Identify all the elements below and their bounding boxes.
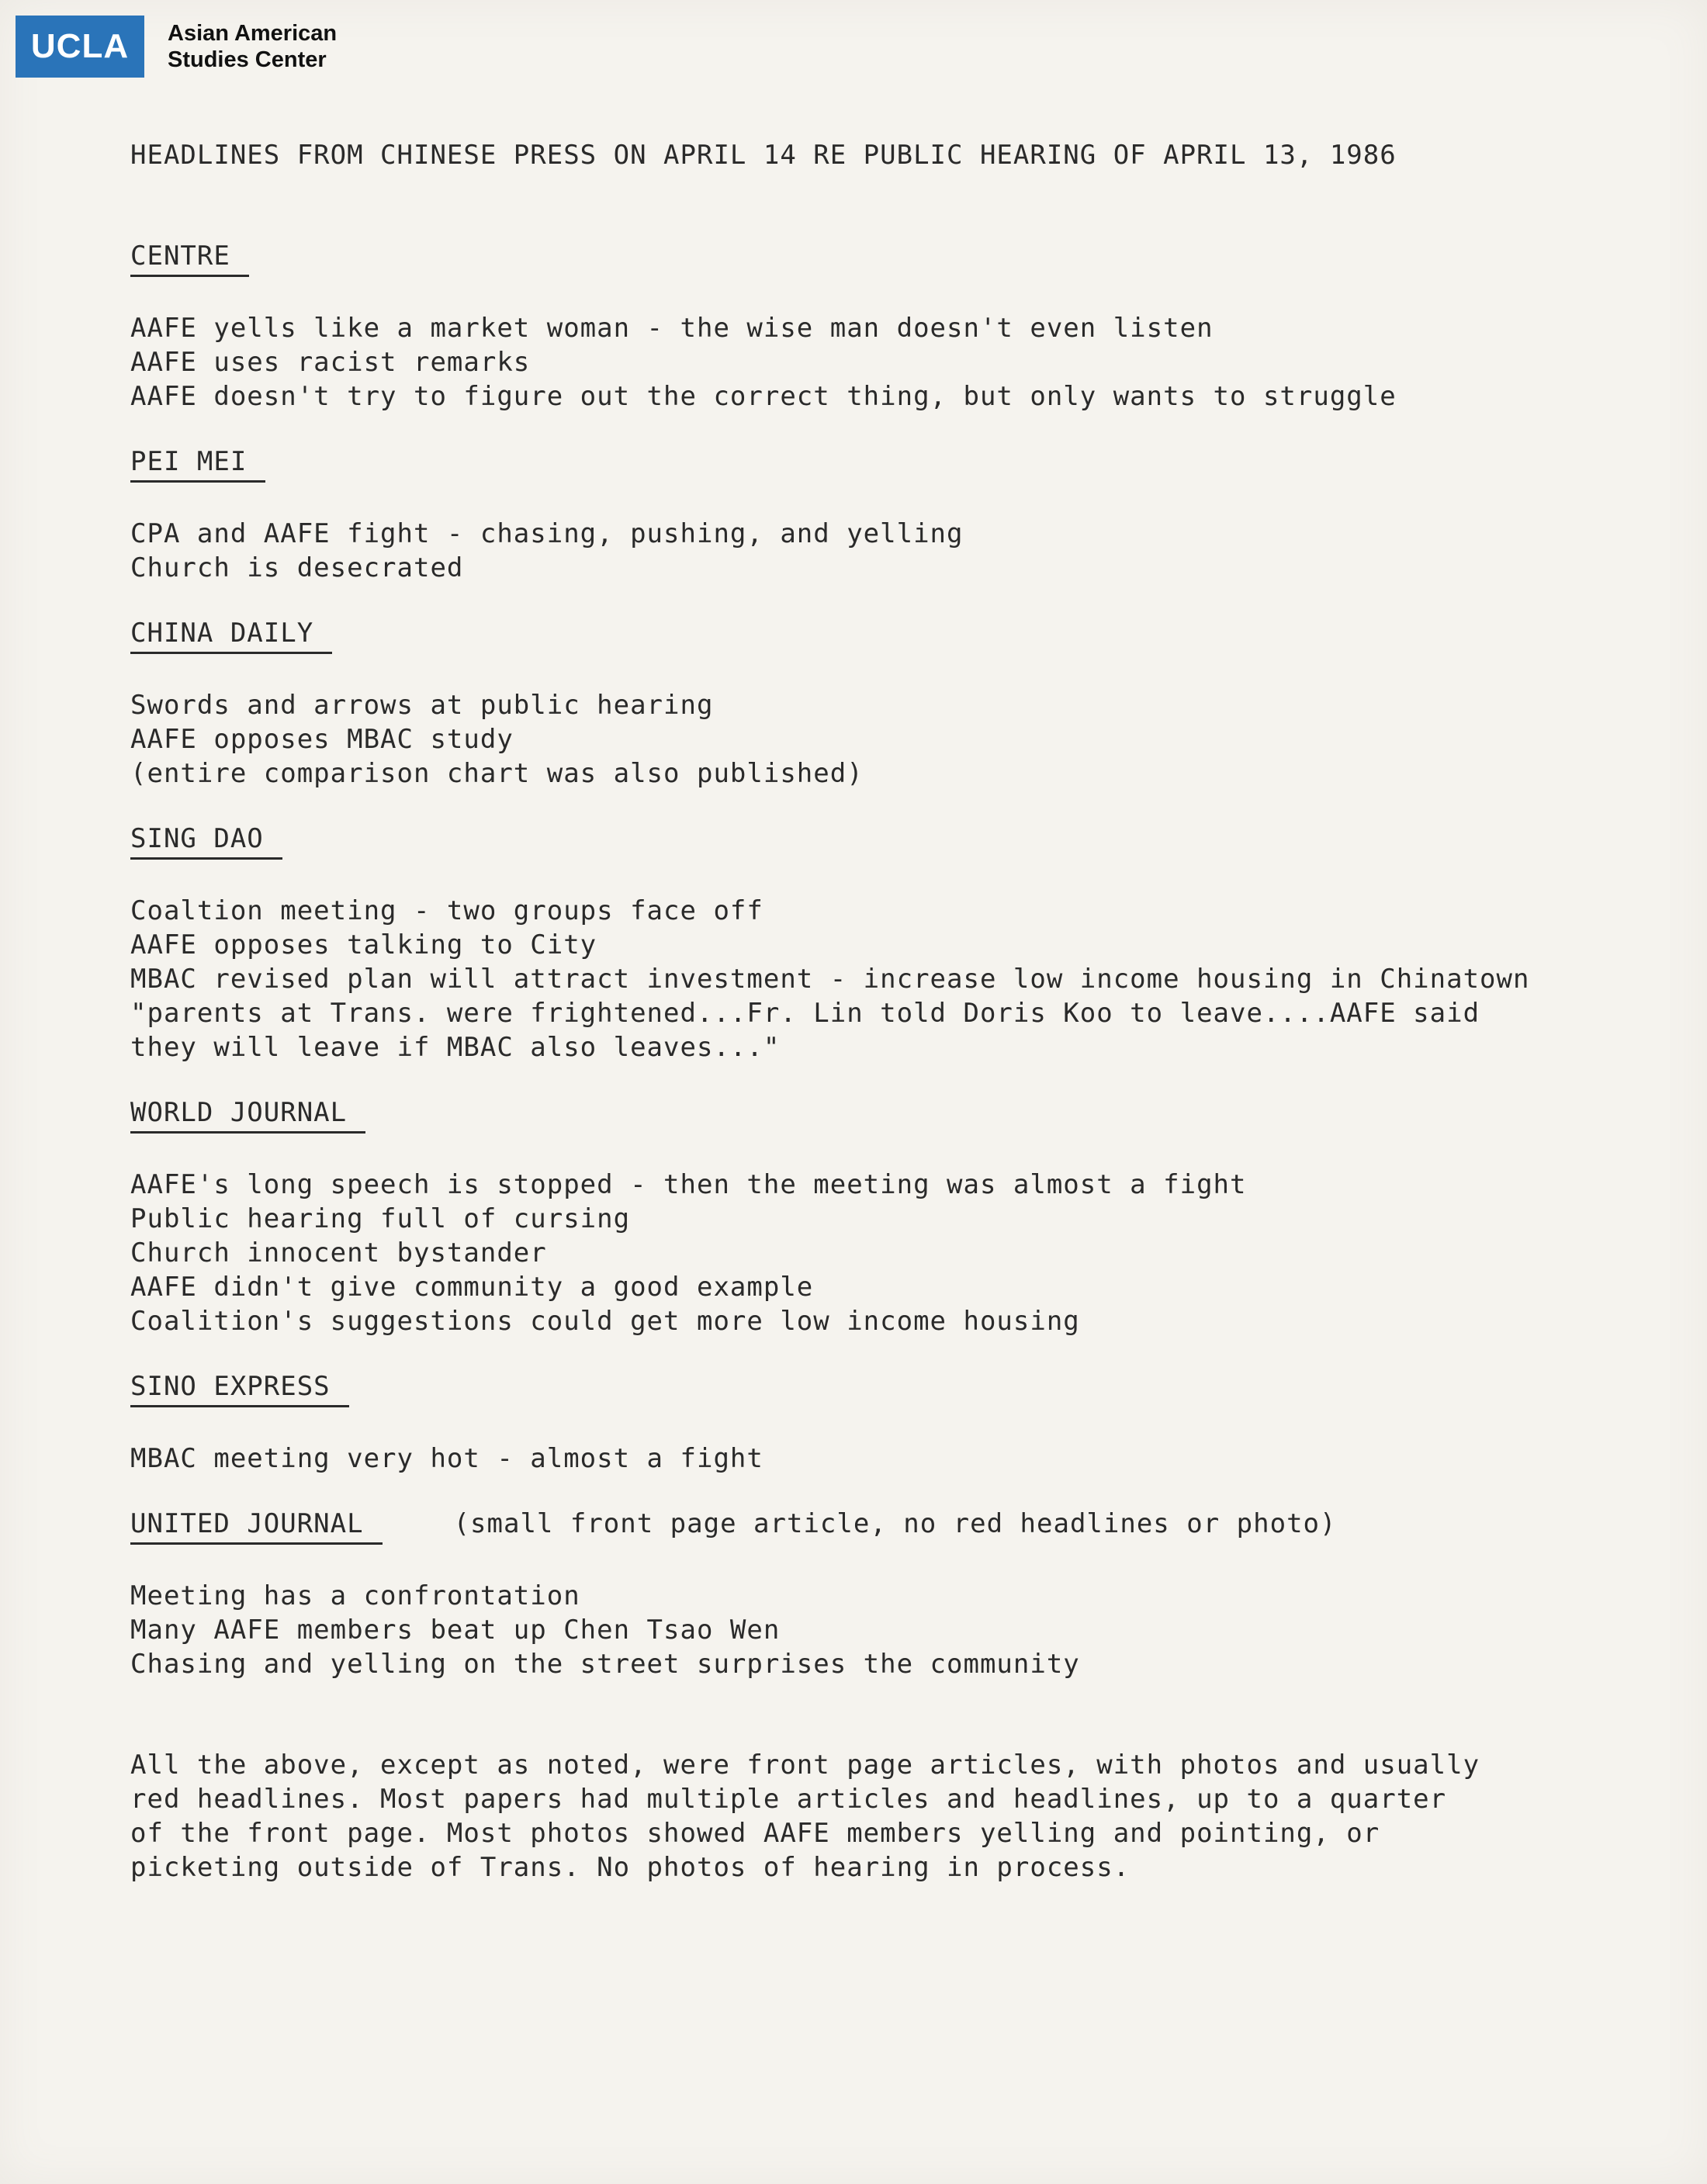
document-heading: HEADLINES FROM CHINESE PRESS ON APRIL 14 RE PUBLIC HEARING OF APRIL 13, 1986 <box>130 140 1397 171</box>
section-label-row <box>130 823 1558 860</box>
section-label-row <box>130 1371 1558 1407</box>
sections <box>130 241 1558 1681</box>
newspaper-name: UNITED JOURNAL <box>130 1508 383 1545</box>
logo-text <box>168 20 337 73</box>
headline: AAFE yells like a market woman - the wise man doesn't even listen <box>130 313 1214 344</box>
headline: "parents at Trans. were frightened...Fr. Lin told Doris Koo to leave....AAFE said <box>130 998 1480 1029</box>
section-label-row <box>130 1097 1558 1134</box>
logo-line-1: Asian American <box>168 21 338 46</box>
headline: AAFE didn't give community a good example <box>130 1272 814 1303</box>
closing-line: All the above, except as noted, were front page articles, with photos and usually <box>130 1750 1480 1781</box>
ucla-logo-mark: UCLA <box>16 16 144 78</box>
newspaper-name: SING DAO <box>130 823 282 860</box>
headline: AAFE's long speech is stopped - then the meeting was almost a fight <box>130 1169 1247 1200</box>
document-body <box>130 140 1558 1885</box>
press-section <box>130 823 1558 1064</box>
headline: (entire comparison chart was also published) <box>130 758 864 789</box>
closing-line: picketing outside of Trans. No photos of hearing in process. <box>130 1852 1130 1883</box>
headline: Church innocent bystander <box>130 1237 547 1269</box>
ucla-aasc-logo <box>16 16 337 78</box>
headline: Swords and arrows at public hearing <box>130 690 714 721</box>
press-section <box>130 1508 1558 1681</box>
headline: Public hearing full of cursing <box>130 1203 631 1234</box>
press-section <box>130 446 1558 585</box>
press-section <box>130 618 1558 791</box>
headline: Coalition's suggestions could get more low income housing <box>130 1306 1080 1337</box>
headline: AAFE opposes MBAC study <box>130 724 514 755</box>
headline: MBAC revised plan will attract investment - increase low income housing in Chinatown <box>130 964 1530 995</box>
headline: Church is desecrated <box>130 552 464 583</box>
press-section <box>130 1097 1558 1338</box>
headline: Chasing and yelling on the street surprises the community <box>130 1649 1080 1680</box>
headline: AAFE uses racist remarks <box>130 347 531 378</box>
logo-line-2: Studies Center <box>168 47 327 72</box>
closing-line: of the front page. Most photos showed AAFE members yelling and pointing, or <box>130 1818 1380 1849</box>
section-note: (small front page article, no red headlines or photo) <box>453 1508 1337 1539</box>
headline: AAFE opposes talking to City <box>130 929 597 960</box>
headline: MBAC meeting very hot - almost a fight <box>130 1443 763 1474</box>
newspaper-name: PEI MEI <box>130 446 265 483</box>
headline: Meeting has a confrontation <box>130 1580 580 1611</box>
headline: Coaltion meeting - two groups face off <box>130 895 763 926</box>
newspaper-name: CENTRE <box>130 241 249 277</box>
section-label-row <box>130 241 1558 277</box>
press-section <box>130 241 1558 414</box>
headline: they will leave if MBAC also leaves..." <box>130 1032 781 1063</box>
newspaper-name: WORLD JOURNAL <box>130 1097 365 1134</box>
closing-paragraph <box>130 1748 1558 1885</box>
section-label-row <box>130 1508 1558 1545</box>
section-label-row <box>130 618 1558 654</box>
headline: CPA and AAFE fight - chasing, pushing, and yelling <box>130 518 964 549</box>
headline: Many AAFE members beat up Chen Tsao Wen <box>130 1615 781 1646</box>
headline: AAFE doesn't try to figure out the correct thing, but only wants to struggle <box>130 381 1397 412</box>
press-section <box>130 1371 1558 1476</box>
newspaper-name: SINO EXPRESS <box>130 1371 349 1407</box>
closing-line: red headlines. Most papers had multiple articles and headlines, up to a quarter <box>130 1784 1447 1815</box>
newspaper-name: CHINA DAILY <box>130 618 332 654</box>
section-label-row <box>130 446 1558 483</box>
